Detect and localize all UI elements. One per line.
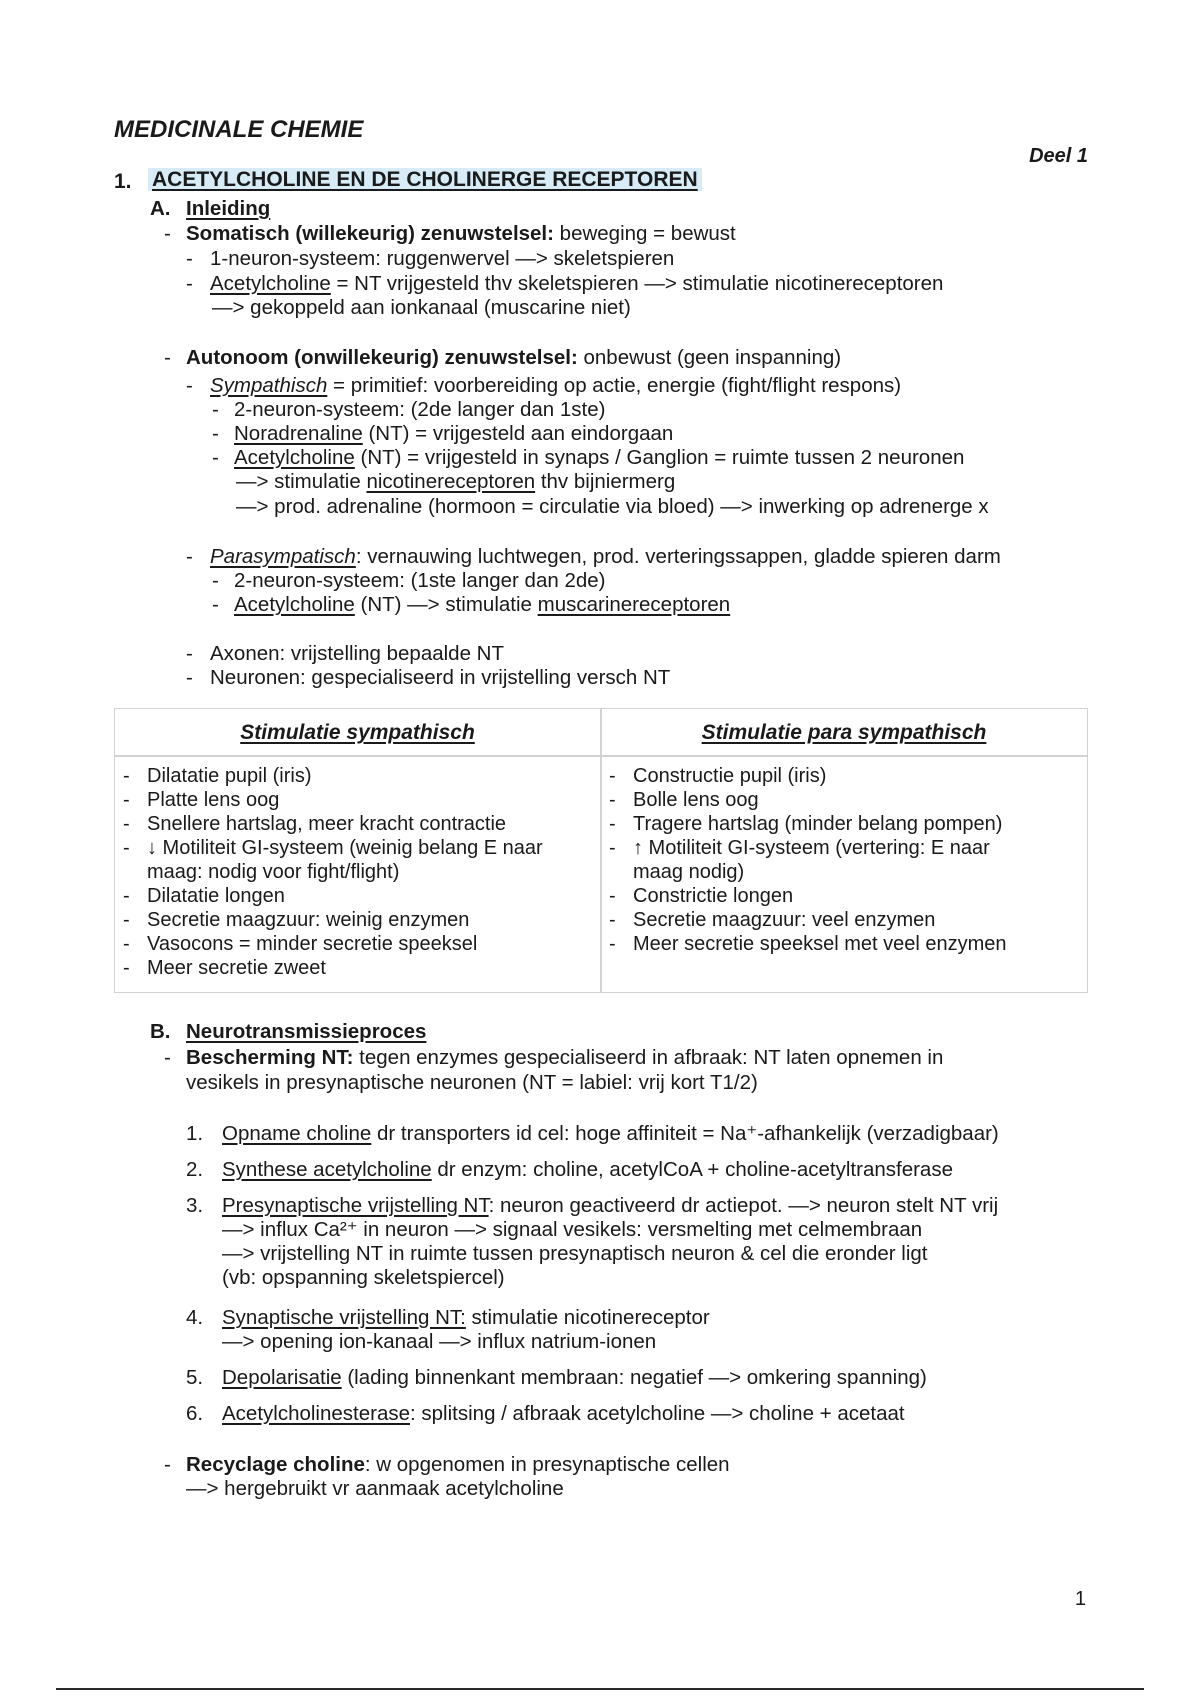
table-column-divider <box>600 709 602 992</box>
step-4: Synaptische vrijstelling NT: stimulatie nicotinereceptor <box>222 1306 710 1329</box>
step-3: Presynaptische vrijstelling NT: neuron geactiveerd dr actiepot. —> neuron stelt NT vrij <box>222 1194 999 1217</box>
table-bullet: - <box>609 909 616 931</box>
bullet-dash: - <box>186 272 193 295</box>
step-6: Acetylcholinesterase: splitsing / afbraak acetylcholine —> choline + acetaat <box>222 1402 905 1425</box>
step-number: 1. <box>186 1122 204 1145</box>
table-bullet: - <box>123 909 130 931</box>
table-cell-left: Dilatatie longen <box>147 885 285 907</box>
table-cell-left: Platte lens oog <box>147 789 280 811</box>
bullet-dash: - <box>186 666 193 689</box>
step-number: 6. <box>186 1402 204 1425</box>
table-cell-right: Meer secretie speeksel met veel enzymen <box>633 933 1007 955</box>
step-3-cont-2: —> vrijstelling NT in ruimte tussen presynaptisch neuron & cel die eronder ligt <box>222 1242 928 1265</box>
page-number: 1 <box>1074 1588 1086 1610</box>
table-header-parasympathisch: Stimulatie para sympathisch <box>701 721 987 744</box>
bullet-dash: - <box>212 446 219 469</box>
table-bullet: - <box>123 837 130 859</box>
bullet-dash: - <box>164 222 171 245</box>
step-3-cont-3: (vb: opspanning skeletspiercel) <box>222 1266 505 1289</box>
bullet-dash: - <box>186 545 193 568</box>
step-4-cont: —> opening ion-kanaal —> influx natrium-ionen <box>222 1330 657 1353</box>
parasympatisch-line: Parasympatisch: vernauwing luchtwegen, prod. verteringssappen, gladde spieren darm <box>210 545 1001 568</box>
bescherming-line-cont: vesikels in presynaptische neuronen (NT = labiel: vrij kort T1/2) <box>186 1071 758 1094</box>
sympathisch-item-1: 2-neuron-systeem: (2de langer dan 1ste) <box>234 398 606 421</box>
bullet-dash: - <box>164 346 171 369</box>
sympathisch-line: Sympathisch = primitief: voorbereiding op actie, energie (fight/flight respons) <box>210 374 902 397</box>
table-cell-right-cont: maag nodig) <box>633 861 745 883</box>
autonoom-line: Autonoom (onwillekeurig) zenuwstelsel: onbewust (geen inspanning) <box>186 346 842 369</box>
table-header-divider <box>115 755 1087 757</box>
bullet-dash: - <box>212 422 219 445</box>
step-1: Opname choline dr transporters id cel: hoge affiniteit = Na⁺-afhankelijk (verzadigbaar) <box>222 1122 999 1145</box>
bescherming-line: Bescherming NT: tegen enzymes gespecialiseerd in afbraak: NT laten opnemen in <box>186 1046 944 1069</box>
step-2: Synthese acetylcholine dr enzym: choline, acetylCoA + choline-acetyltransferase <box>222 1158 953 1181</box>
bullet-dash: - <box>212 593 219 616</box>
table-cell-left: Snellere hartslag, meer kracht contractie <box>147 813 507 835</box>
sympathisch-item-2: Noradrenaline (NT) = vrijgesteld aan eindorgaan <box>234 422 674 445</box>
table-cell-right: ↑ Motiliteit GI-systeem (vertering: E naar <box>633 837 990 859</box>
bullet-dash: - <box>212 569 219 592</box>
subsection-b-title: Neurotransmissieproces <box>186 1020 427 1043</box>
table-cell-left: Secretie maagzuur: weinig enzymen <box>147 909 470 931</box>
subsection-a-letter: A. <box>150 197 171 220</box>
footer-rule <box>56 1688 1144 1690</box>
somatisch-item-2: Acetylcholine = NT vrijgesteld thv skeletspieren —> stimulatie nicotinereceptoren <box>210 272 944 295</box>
parasympatisch-item-2: Acetylcholine (NT) —> stimulatie muscarinereceptoren <box>234 593 731 616</box>
bullet-dash: - <box>164 1453 171 1476</box>
stimulation-table <box>114 708 1088 993</box>
somatisch-item-2-cont: —> gekoppeld aan ionkanaal (muscarine niet) <box>212 296 631 319</box>
table-bullet: - <box>609 933 616 955</box>
subsection-b-letter: B. <box>150 1020 171 1043</box>
table-cell-right: Constrictie longen <box>633 885 794 907</box>
bullet-dash: - <box>164 1046 171 1069</box>
sympathisch-item-3: Acetylcholine (NT) = vrijgesteld in synaps / Ganglion = ruimte tussen 2 neuronen <box>234 446 965 469</box>
table-bullet: - <box>609 837 616 859</box>
section-title <box>148 168 702 192</box>
neuronen-line: Neuronen: gespecialiseerd in vrijstelling versch NT <box>210 666 671 689</box>
section-number: 1. <box>114 170 132 193</box>
table-bullet: - <box>123 885 130 907</box>
part-label: Deel 1 <box>1029 145 1088 167</box>
table-cell-left: Vasocons = minder secretie speeksel <box>147 933 478 955</box>
table-bullet: - <box>609 765 616 787</box>
axonen-line: Axonen: vrijstelling bepaalde NT <box>210 642 504 665</box>
subsection-a-title: Inleiding <box>186 197 271 220</box>
table-bullet: - <box>609 789 616 811</box>
bullet-dash: - <box>186 374 193 397</box>
table-bullet: - <box>123 765 130 787</box>
table-bullet: - <box>123 933 130 955</box>
recyclage-line: Recyclage choline: w opgenomen in presynaptische cellen <box>186 1453 730 1476</box>
table-cell-left: ↓ Motiliteit GI-systeem (weinig belang E naar <box>147 837 543 859</box>
step-number: 2. <box>186 1158 204 1181</box>
step-number: 3. <box>186 1194 204 1217</box>
bullet-dash: - <box>186 642 193 665</box>
table-cell-left: Meer secretie zweet <box>147 957 326 979</box>
bullet-dash: - <box>186 247 193 270</box>
sympathisch-item-3-cont2: —> prod. adrenaline (hormoon = circulatie via bloed) —> inwerking op adrenerge x <box>236 495 989 518</box>
table-bullet: - <box>609 885 616 907</box>
bullet-dash: - <box>212 398 219 421</box>
table-header-sympathisch: Stimulatie sympathisch <box>240 721 475 744</box>
step-number: 5. <box>186 1366 204 1389</box>
somatisch-line: Somatisch (willekeurig) zenuwstelsel: beweging = bewust <box>186 222 736 245</box>
sympathisch-item-3-cont: —> stimulatie nicotinereceptoren thv bijniermerg <box>236 470 676 493</box>
document-title: MEDICINALE CHEMIE <box>114 116 364 143</box>
step-5: Depolarisatie (lading binnenkant membraan: negatief —> omkering spanning) <box>222 1366 927 1389</box>
step-3-cont-1: —> influx Ca²⁺ in neuron —> signaal vesikels: versmelting met celmembraan <box>222 1218 923 1241</box>
table-bullet: - <box>609 813 616 835</box>
table-bullet: - <box>123 957 130 979</box>
table-bullet: - <box>123 789 130 811</box>
step-number: 4. <box>186 1306 204 1329</box>
table-bullet: - <box>123 813 130 835</box>
somatisch-item-1: 1-neuron-systeem: ruggenwervel —> skeletspieren <box>210 247 675 270</box>
table-cell-right: Constructie pupil (iris) <box>633 765 827 787</box>
recyclage-line-cont: —> hergebruikt vr aanmaak acetylcholine <box>186 1477 564 1500</box>
table-cell-right: Tragere hartslag (minder belang pompen) <box>633 813 1003 835</box>
table-cell-left: Dilatatie pupil (iris) <box>147 765 312 787</box>
table-cell-right: Bolle lens oog <box>633 789 759 811</box>
parasympatisch-item-1: 2-neuron-systeem: (1ste langer dan 2de) <box>234 569 606 592</box>
table-cell-left-cont: maag: nodig voor fight/flight) <box>147 861 400 883</box>
table-cell-right: Secretie maagzuur: veel enzymen <box>633 909 936 931</box>
section-title-text: ACETYLCHOLINE EN DE CHOLINERGE RECEPTOREN <box>148 168 702 191</box>
